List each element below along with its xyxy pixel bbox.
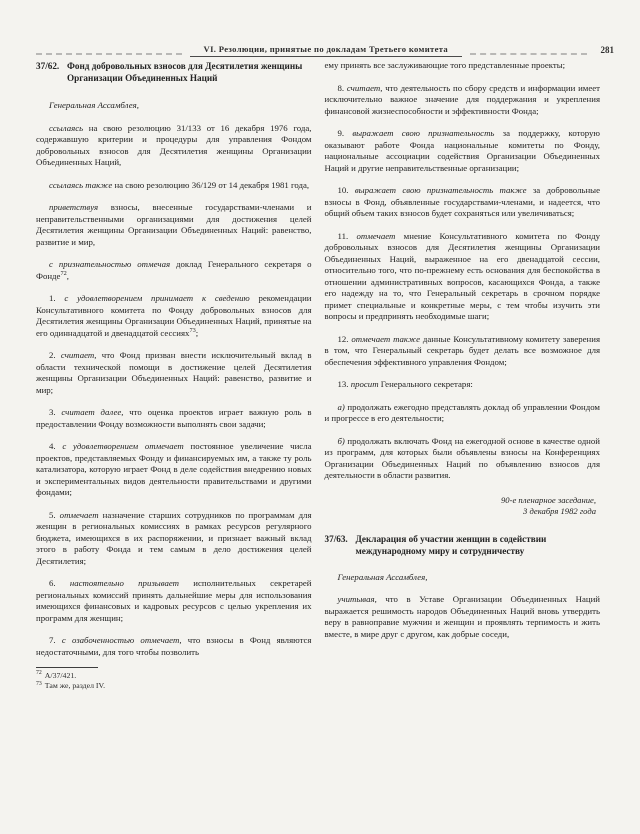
preamble-paragraph: приветствуя взносы, внесенные государствами-членами и неправительственными организациями для достижения целей Десятилетия женщины Организации Объединенных Наций: равенство, развитие и мир, (36, 202, 312, 247)
operative-paragraph: 12. отмечает также данные Консультативному комитету заверения в том, что Генеральный секретарь будет делать все возможное для обеспечения эффективного управления Фондом; (324, 333, 601, 367)
preamble-paragraph: с признательностью отмечая доклад Генерального секретаря о Фонде$^{72}$, (36, 259, 312, 281)
footnote: $^{72}$ A/37/421. (36, 670, 77, 680)
page-number: 281 (600, 45, 614, 55)
footnote-reference: 73 (189, 326, 196, 334)
adoption-note (325, 495, 597, 518)
footnote: $^{73}$ Там же, раздел IV. (36, 680, 106, 691)
left-column (36, 60, 312, 794)
scan-artifact-dashes-left (36, 53, 182, 55)
opening-line: Генеральная Ассамблея, (337, 571, 428, 582)
subparagraph: б) продолжать включать Фонд на ежегодной основе в качестве одной из программ, для которых были объявлены взносы на Конференциях Организации Объединенных Наций по объявлению взносов для деятельности в области развития. (324, 435, 600, 480)
resolution-title: Декларация об участии женщин в содействии международному миру и сотрудничеству (355, 533, 547, 556)
continuation-paragraph: ему принять все заслуживающие того представленные проекты; (324, 60, 566, 70)
operative-paragraph: 6. настоятельно призывает исполнительных секретарей региональных комиссий принять дальнейшие меры для использования имеющихся финансовых и кадровых ресурсов с целью укрепления их программ для женщин; (36, 578, 312, 623)
operative-paragraph: 7. с озабоченностью отмечает, что взносы в Фонд являются недостаточными, для того чтобы позволить (36, 635, 312, 657)
operative-paragraph: 5. отмечает назначение старших сотрудников по программам для женщин в региональных комиссиях в рамках ресурсов регулярного бюджета, имеющихся в их распоряжении, и признает важный вклад этого в работу Фонда и тем самым в дело достижения целей Десятилетия; (36, 509, 312, 566)
operative-paragraph: 9. выражает свою признательность за поддержку, которую оказывают работе Фонда национальные комитеты по Фонду, национальные ассоциации содействия Организации Объединенных Наций и другие неправительственные организации; (324, 128, 600, 173)
operative-paragraph: 13. просит Генерального секретаря: (337, 379, 473, 389)
preamble-paragraph: учитывая, что в Уставе Организации Объединенных Наций выражается решимость народов Объединенных Наций вновь утвердить веру в равноправие мужчин и женщин и проявлять терпимость и жить вместе, в мире друг с другом, как добрые соседи, (324, 594, 600, 639)
operative-paragraph: 2. считает, что Фонд призван внести исключительный вклад в области технической помощи в достижение целей Десятилетия женщины Организации Объединенных Наций: равенство, развитие и мир; (36, 350, 312, 395)
adoption-date: 3 декабря 1982 года (523, 506, 596, 516)
two-column-text (36, 60, 600, 794)
resolution-37-63-heading (325, 533, 601, 557)
plenary-meeting: 90-е пленарное заседание, (501, 494, 596, 505)
operative-paragraph: 10. выражает свою признательность также за добровольные взносы в Фонд, объявленные государствами-членами, и надеется, что общий объем таких взносов будет сохраняться или увеличиваться; (324, 185, 600, 218)
preamble-paragraph: ссылаясь на свою резолюцию 31/133 от 16 декабря 1976 года, содержавшую критерии и процедуры для управления Фондом добровольных взносов для Десятилетия женщины Организации Объединенных Наций, (36, 122, 312, 167)
operative-paragraph: 4. с удовлетворением отмечает постоянное увеличение числа проектов, представляемых Фонду и финансируемых им, а также ту роль катализатора, которую играет Фонд в деле содействия внедрению новых и экспериментальных видов деятельности правительствами и другими фондами; (36, 441, 312, 497)
footnote-divider (36, 667, 98, 668)
scan-artifact-dashes-right (470, 53, 586, 55)
opening-line: Генеральная Ассамблея, (49, 100, 139, 110)
operative-paragraph: 3. считает далее, что оценка проектов играет важную роль в предоставлении Фонду возможности выполнять свои задачи; (36, 407, 312, 429)
subparagraph: а) продолжать ежегодно представлять доклад об управлении Фондом и прогрессе в его деятельности; (324, 401, 600, 423)
resolution-37-62-heading (36, 60, 312, 84)
footnote-reference: 72 (60, 269, 67, 277)
operative-paragraph: 1. с удовлетворением принимает к сведению рекомендации Консультативного комитета по Фонду добровольных взносов для Десятилетия женщины Организации Объединенных Наций, принятые на его одиннадцатой и двенадцатой сессиях$^{73}$; (36, 293, 312, 338)
operative-paragraph: 8. считает, что деятельность по сбору средств и информации имеет исключительно важное значение для поддержания и укрепления финансовой жизнеспособности и эффективности Фонда; (324, 82, 600, 116)
right-column (325, 60, 601, 794)
resolution-number: 37/62. (36, 61, 60, 71)
running-header (28, 44, 614, 57)
resolution-title: Фонд добровольных взносов для Десятилетия женщины Организации Объединенных Наций (67, 61, 303, 83)
resolution-number: 37/63. (324, 533, 348, 544)
preamble-paragraph: ссылаясь также на свою резолюцию 36/129 от 14 декабря 1981 года, (49, 179, 310, 190)
operative-paragraph: 11. отмечает мнение Консультативного комитета по Фонду добровольных взносов для Десятилетия женщины Организации Объединенных Наций, выраженное на его двенадцатой сессии, относительно того, что по-прежнему есть основания для беспокойства в отношении административных вопросов, касающихся Фонда, а также его надежду на то, что Генеральный секретарь в срочном порядке примет специальные и конкретные меры, с тем чтобы изучить эти вопросы и предпринять необходимые шаги; (324, 230, 600, 321)
section-title: VI. Резолюции, принятые по докладам Третьего комитета (190, 44, 463, 57)
footnotes (36, 667, 312, 691)
